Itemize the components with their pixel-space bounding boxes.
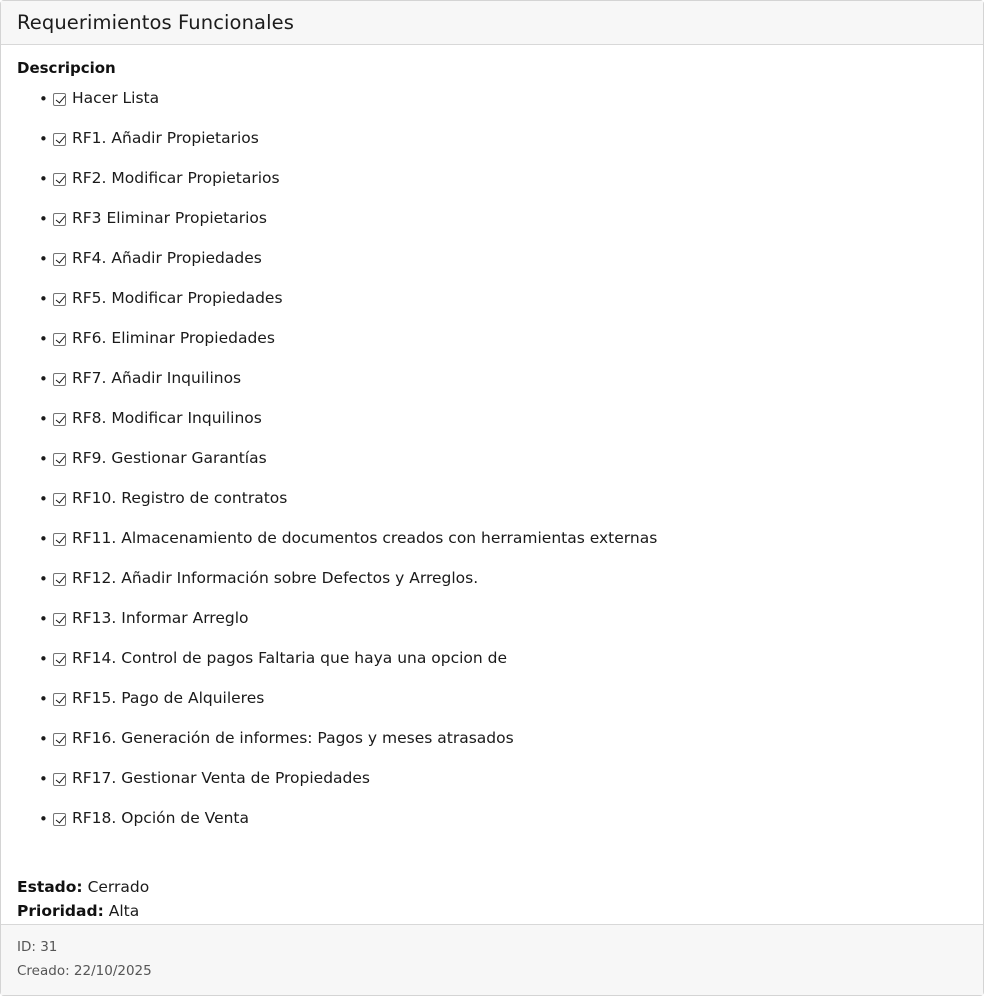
- requirement-checkbox[interactable]: [53, 493, 66, 506]
- bullet-icon: •: [39, 129, 48, 148]
- list-item-label: RF7. Añadir Inquilinos: [72, 369, 242, 388]
- list-item[interactable]: [39, 519, 967, 559]
- requirement-checkbox[interactable]: [53, 133, 66, 146]
- list-item-label: RF3 Eliminar Propietarios: [72, 209, 267, 228]
- requirement-checkbox[interactable]: [53, 333, 66, 346]
- list-item-label: RF14. Control de pagos Faltaria que haya una opcion de: [72, 649, 508, 668]
- bullet-icon: •: [39, 289, 48, 308]
- list-item[interactable]: [39, 559, 967, 599]
- requirement-checkbox[interactable]: [53, 253, 66, 266]
- estado-label: Estado:: [17, 878, 83, 896]
- bullet-icon: •: [39, 809, 48, 828]
- list-item-label: RF1. Añadir Propietarios: [72, 129, 259, 148]
- list-item-label: RF16. Generación de informes: Pagos y meses atrasados: [72, 729, 514, 748]
- list-item[interactable]: [39, 199, 967, 239]
- list-item[interactable]: [39, 799, 967, 839]
- list-item-label: RF11. Almacenamiento de documentos creados con herramientas externas: [72, 529, 658, 548]
- requirement-checkbox[interactable]: [53, 93, 66, 106]
- bullet-icon: •: [39, 409, 48, 428]
- page-title: Requerimientos Funcionales: [17, 11, 294, 34]
- bullet-icon: •: [39, 449, 48, 468]
- list-item[interactable]: [39, 119, 967, 159]
- bullet-icon: •: [39, 609, 48, 628]
- list-item-label: RF15. Pago de Alquileres: [72, 689, 265, 708]
- requirement-checkbox[interactable]: [53, 653, 66, 666]
- requirements-list: [17, 79, 967, 839]
- list-item-label: RF5. Modificar Propiedades: [72, 289, 283, 308]
- bullet-icon: •: [39, 529, 48, 548]
- status-badge: Cerrado: [87, 878, 150, 896]
- list-item[interactable]: [39, 599, 967, 639]
- list-item-label: RF13. Informar Arreglo: [72, 609, 249, 628]
- bullet-icon: •: [39, 769, 48, 788]
- list-item-label: RF9. Gestionar Garantías: [72, 449, 267, 468]
- prioridad-row: [17, 899, 967, 923]
- list-item[interactable]: [39, 399, 967, 439]
- requirement-checkbox[interactable]: [53, 533, 66, 546]
- bullet-icon: •: [39, 369, 48, 388]
- list-item-label: RF10. Registro de contratos: [72, 489, 288, 508]
- prioridad-label: Prioridad:: [17, 902, 104, 920]
- list-item-label: RF17. Gestionar Venta de Propiedades: [72, 769, 370, 788]
- list-item[interactable]: [39, 359, 967, 399]
- bullet-icon: •: [39, 209, 48, 228]
- list-item-label: RF12. Añadir Información sobre Defectos y Arreglos.: [72, 569, 479, 588]
- bullet-icon: •: [39, 729, 48, 748]
- list-item[interactable]: [39, 639, 967, 679]
- bullet-icon: •: [39, 569, 48, 588]
- bullet-icon: •: [39, 249, 48, 268]
- list-item-label: RF18. Opción de Venta: [72, 809, 250, 828]
- record-id: ID: 31: [17, 939, 58, 955]
- list-item-label: RF6. Eliminar Propiedades: [72, 329, 275, 348]
- requirement-checkbox[interactable]: [53, 613, 66, 626]
- list-item[interactable]: [39, 279, 967, 319]
- prioridad-value: Alta: [108, 902, 140, 920]
- list-item[interactable]: [39, 759, 967, 799]
- bullet-icon: •: [39, 689, 48, 708]
- description-label: Descripcion: [17, 59, 116, 77]
- list-item[interactable]: [39, 479, 967, 519]
- requirement-checkbox[interactable]: [53, 813, 66, 826]
- requirement-checkbox[interactable]: [53, 693, 66, 706]
- card-header: [1, 1, 983, 45]
- list-item-label: RF8. Modificar Inquilinos: [72, 409, 262, 428]
- requirement-checkbox[interactable]: [53, 773, 66, 786]
- requirement-checkbox[interactable]: [53, 453, 66, 466]
- card-body: [1, 45, 983, 924]
- bullet-icon: •: [39, 169, 48, 188]
- estado-row: [17, 875, 967, 899]
- bullet-icon: •: [39, 89, 48, 108]
- list-item[interactable]: [39, 439, 967, 479]
- list-item[interactable]: [39, 719, 967, 759]
- bullet-icon: •: [39, 329, 48, 348]
- requirement-checkbox[interactable]: [53, 413, 66, 426]
- list-item[interactable]: [39, 79, 967, 119]
- requirement-checkbox[interactable]: [53, 213, 66, 226]
- list-item[interactable]: [39, 239, 967, 279]
- requirement-checkbox[interactable]: [53, 733, 66, 746]
- list-item[interactable]: [39, 319, 967, 359]
- list-item[interactable]: [39, 679, 967, 719]
- requirement-checkbox[interactable]: [53, 573, 66, 586]
- card-footer: [1, 924, 983, 995]
- list-item-label: Hacer Lista: [72, 89, 160, 108]
- requirement-checkbox[interactable]: [53, 173, 66, 186]
- requirement-checkbox[interactable]: [53, 373, 66, 386]
- bullet-icon: •: [39, 649, 48, 668]
- list-item-label: RF2. Modificar Propietarios: [72, 169, 280, 188]
- bullet-icon: •: [39, 489, 48, 508]
- meta-block: [17, 875, 967, 923]
- created-date: Creado: 22/10/2025: [17, 963, 152, 979]
- list-item[interactable]: [39, 159, 967, 199]
- requirement-checkbox[interactable]: [53, 293, 66, 306]
- list-item-label: RF4. Añadir Propiedades: [72, 249, 262, 268]
